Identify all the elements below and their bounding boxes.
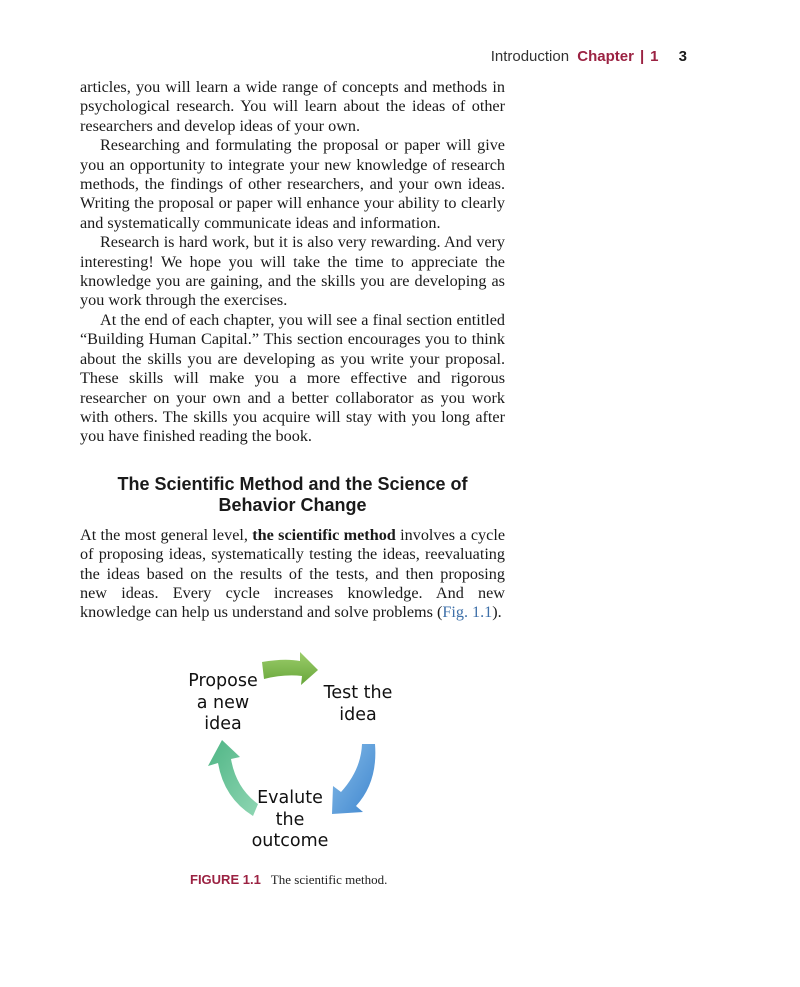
page-number: 3 xyxy=(678,48,687,65)
body-text xyxy=(80,78,505,623)
green-arrow xyxy=(262,652,318,685)
figure-caption-text: The scientific method. xyxy=(270,872,388,887)
evaluate-line2: the xyxy=(275,809,305,830)
running-head-separator: | xyxy=(639,48,645,65)
test-idea-label xyxy=(318,683,398,726)
key-term: the scientific method xyxy=(252,525,396,544)
evaluate-line3: outcome xyxy=(251,831,329,851)
figure-caption-label: FIGURE 1.1 xyxy=(190,872,261,887)
propose-line3: idea xyxy=(204,714,242,734)
blue-arrow xyxy=(332,744,375,814)
paragraph-human-capital: At the end of each chapter, you will see a final section entitled “Building Human Capital.” This section encourages you to think about the skills you are developing as you write your proposal. These skills will make you a more effective and rigorous researcher on your own and a better collaborator as you work with others. The skills you acquire will stay with you long after you have finished reading the book. xyxy=(80,310,505,446)
figure-reference-link[interactable]: Fig. 1.1 xyxy=(442,603,493,622)
section-heading xyxy=(80,474,505,516)
paragraph-proposal: Researching and formulating the proposal or paper will give you an opportunity to integrate your new knowledge of research methods, the findings of other researchers, and your own ideas. Writing the proposal or paper will enhance your ability to clearly and systematically communicate ideas and information. xyxy=(80,136,505,232)
paragraph-continued: articles, you will learn a wide range of concepts and methods in psychological research. You will learn about the ideas of other researchers and develop ideas of your own. xyxy=(80,78,505,135)
running-head-section: Introduction xyxy=(490,48,570,65)
propose-line1: Propose xyxy=(188,671,258,691)
section-heading-line1: The Scientific Method and the Science of xyxy=(117,473,468,494)
test-line2: idea xyxy=(339,704,377,725)
paragraph-scientific-method xyxy=(80,526,505,623)
propose-line2: a new xyxy=(196,692,250,713)
figure-caption xyxy=(190,872,387,888)
paragraph-text-start: At the most general level, xyxy=(80,525,248,544)
propose-idea-label xyxy=(184,671,262,736)
paragraph-text-middle: involves a cycle of proposing ideas, systematically testing the ideas, reevaluating the ideas based on the results of the tests, and then proposing new ideas. Every cycle increases knowledge. And new knowledge can help us understand and solve problems ( xyxy=(80,525,506,622)
running-head xyxy=(491,48,687,65)
paragraph-research: Research is hard work, but it is also very rewarding. And very interesting! We hope you will take the time to appreciate the knowledge you are gaining, and the skills you are developing as you work through the exercises. xyxy=(80,233,505,310)
paragraph-text-end: ). xyxy=(492,603,502,622)
section-heading-line2: Behavior Change xyxy=(218,494,367,515)
evaluate-outcome-label xyxy=(242,788,338,853)
scientific-method-figure xyxy=(180,648,420,858)
test-line1: Test the xyxy=(323,683,393,703)
evaluate-line1: Evalute xyxy=(257,788,323,808)
running-head-chapter-number: 1 xyxy=(650,48,659,65)
running-head-chapter-label: Chapter xyxy=(577,48,634,65)
